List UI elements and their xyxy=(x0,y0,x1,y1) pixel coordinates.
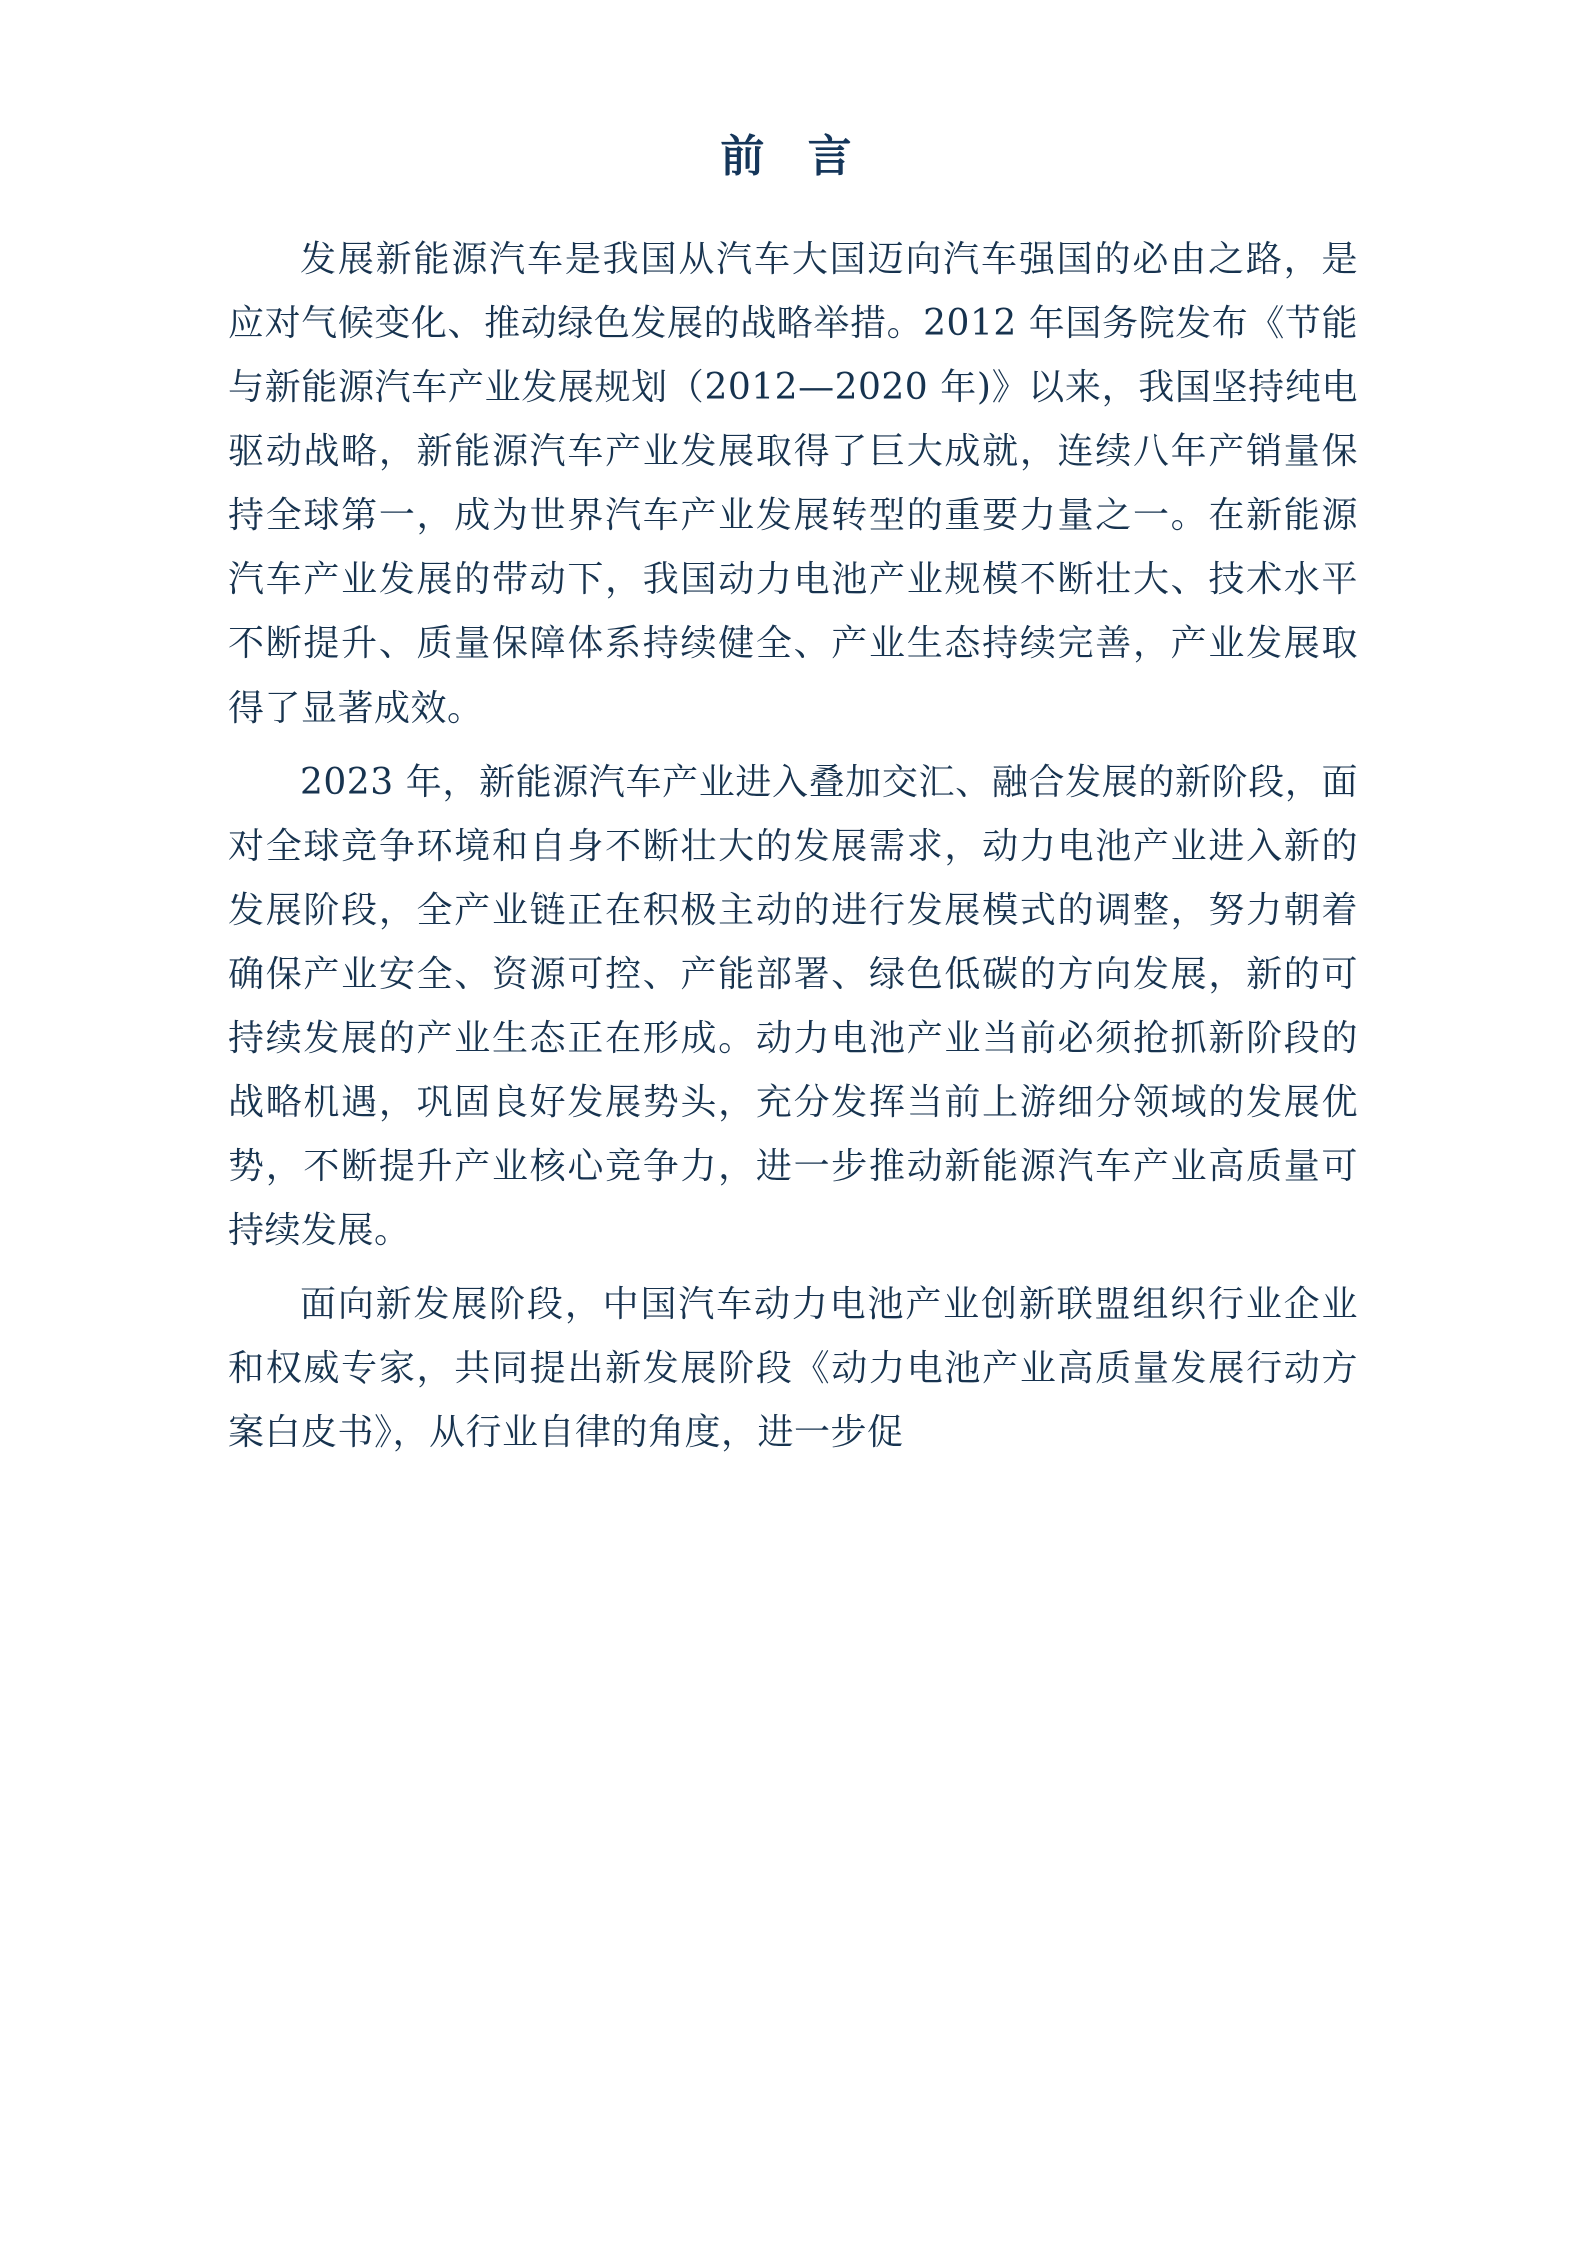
paragraph-3: 面向新发展阶段，中国汽车动力电池产业创新联盟组织行业企业和权威专家，共同提出新发展阶段《动力电池产业高质量发展行动方案白皮书》，从行业自律的角度，进一步促 xyxy=(228,1284,1358,1454)
page-title: 前 言 xyxy=(720,131,866,182)
paragraph-2: 2023 年，新能源汽车产业进入叠加交汇、融合发展的新阶段，面对全球竞争环境和自身不断壮大的发展需求，动力电池产业进入新的发展阶段，全产业链正在积极主动的进行发展模式的调整，努力朝着确保产业安全、资源可控、产能部署、绿色低碳的方向发展，新的可持续发展的产业生态正在形成。动力电池产业当前必须抢抓新阶段的战略机遇，巩固良好发展势头，充分发挥当前上游细分领域的发展优势，不断提升产业核心竞争力，进一步推动新能源汽车产业高质量可持续发展。 xyxy=(228,761,1358,1252)
page-content xyxy=(228,120,1358,1475)
paragraph-1: 发展新能源汽车是我国从汽车大国迈向汽车强国的必由之路，是应对气候变化、推动绿色发展的战略举措。2012 年国务院发布《节能与新能源汽车产业发展规划（2012—2020 年)》以来，我国坚持纯电驱动战略，新能源汽车产业发展取得了巨大成就，连续八年产销量保持全球第一，成为世界汽车产业发展转型的重要力量之一。在新能源汽车产业发展的带动下，我国动力电池产业规模不断壮大、技术水平不断提升、质量保障体系持续健全、产业生态持续完善，产业发展取得了显著成效。 xyxy=(228,239,1358,729)
